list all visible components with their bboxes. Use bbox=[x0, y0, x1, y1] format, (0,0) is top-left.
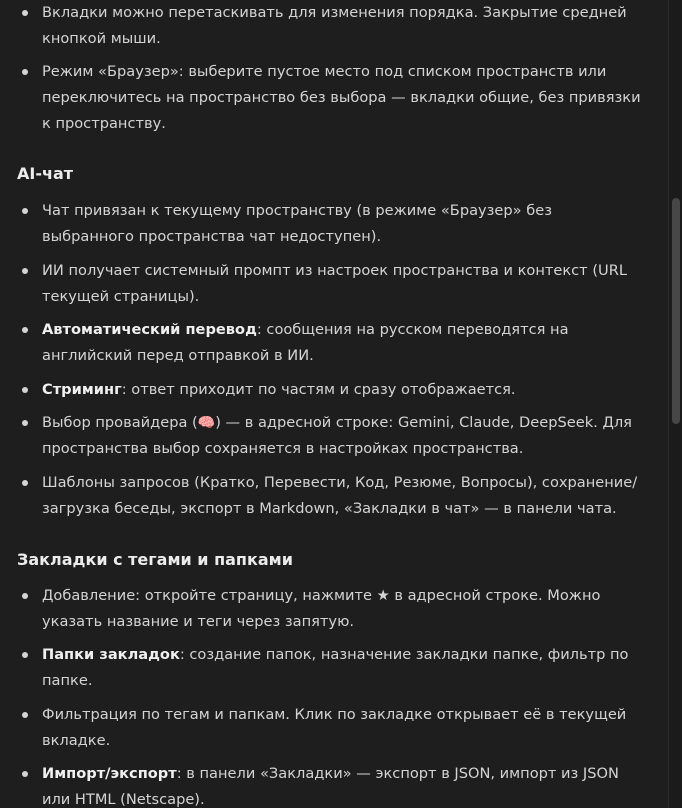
list-item bbox=[0, 410, 640, 462]
term-description: : ответ приходит по частям и сразу отображается. bbox=[121, 381, 516, 398]
list-item bbox=[0, 702, 640, 754]
bullet-icon bbox=[22, 652, 28, 658]
bullet-icon bbox=[22, 208, 28, 214]
bullet-icon bbox=[22, 712, 28, 718]
list-item-text: Добавление: откройте страницу, нажмите ★ в адресной строке. Можно указать название и теги через запятую. bbox=[42, 587, 601, 630]
bullet-icon bbox=[22, 387, 28, 393]
list-item bbox=[0, 377, 640, 403]
list-item-text bbox=[42, 642, 642, 694]
list-item-text: Чат привязан к текущему пространству (в режиме «Браузер» без выбранного пространства чат недоступен). bbox=[42, 202, 552, 245]
text-segment: ) — в адресной строке: Gemini, Claude, DeepSeek. Для пространства выбор сохраняется в настройках пространства. bbox=[42, 414, 632, 457]
bold-term: Папки закладок bbox=[42, 646, 180, 663]
bullet-icon bbox=[22, 268, 28, 274]
list-item bbox=[0, 59, 640, 137]
list-item-text: ИИ получает системный промпт из настроек пространства и контекст (URL текущей страницы). bbox=[42, 262, 627, 305]
list-item-text: Вкладки можно перетаскивать для изменения порядка. Закрытие средней кнопкой мыши. bbox=[42, 4, 627, 47]
bullet-icon bbox=[22, 327, 28, 333]
section-heading-ai-chat: AI-чат bbox=[17, 164, 74, 183]
brain-icon: 🧠 bbox=[197, 415, 216, 431]
bullet-icon bbox=[22, 480, 28, 486]
list-item bbox=[0, 317, 640, 369]
list-item bbox=[0, 470, 640, 522]
list-item bbox=[0, 198, 640, 250]
list-item-text bbox=[42, 410, 642, 462]
section-heading-bookmarks: Закладки с тегами и папками bbox=[17, 550, 293, 569]
bullet-icon bbox=[22, 771, 28, 777]
bullet-icon bbox=[22, 593, 28, 599]
bullet-icon bbox=[22, 69, 28, 75]
list-item-text bbox=[42, 761, 642, 808]
list-item-text bbox=[42, 317, 642, 369]
list-item bbox=[0, 642, 640, 694]
list-item-text: Режим «Браузер»: выберите пустое место под списком пространств или переключитесь на пространство без выбора — вкладки общие, без привязки к пространству. bbox=[42, 63, 641, 132]
term-description: : сообщения на русском переводятся на английский перед отправкой в ИИ. bbox=[42, 321, 569, 364]
text-segment: Выбор провайдера ( bbox=[42, 414, 198, 431]
bold-term: Автоматический перевод bbox=[42, 321, 257, 338]
list-item-text bbox=[42, 377, 642, 403]
term-description: : создание папок, назначение закладки папке, фильтр по папке. bbox=[42, 646, 629, 689]
bold-term: Импорт/экспорт bbox=[42, 765, 177, 782]
list-item-text: Фильтрация по тегам и папкам. Клик по закладке открывает её в текущей вкладке. bbox=[42, 706, 627, 749]
term-description: : в панели «Закладки» — экспорт в JSON, импорт из JSON или HTML (Netscape). bbox=[42, 765, 619, 808]
bullet-icon bbox=[22, 10, 28, 16]
list-item bbox=[0, 258, 640, 310]
bullet-icon bbox=[22, 420, 28, 426]
bold-term: Стриминг bbox=[42, 381, 122, 398]
scrollbar-thumb[interactable] bbox=[672, 198, 680, 424]
list-item bbox=[0, 0, 640, 52]
vertical-scrollbar[interactable] bbox=[668, 0, 682, 808]
list-item-text: Шаблоны запросов (Кратко, Перевести, Код, Резюме, Вопросы), сохранение/загрузка беседы, экспорт в Markdown, «Закладки в чат» — в панели чата. bbox=[42, 474, 638, 517]
list-item bbox=[0, 583, 640, 635]
list-item bbox=[0, 761, 640, 808]
